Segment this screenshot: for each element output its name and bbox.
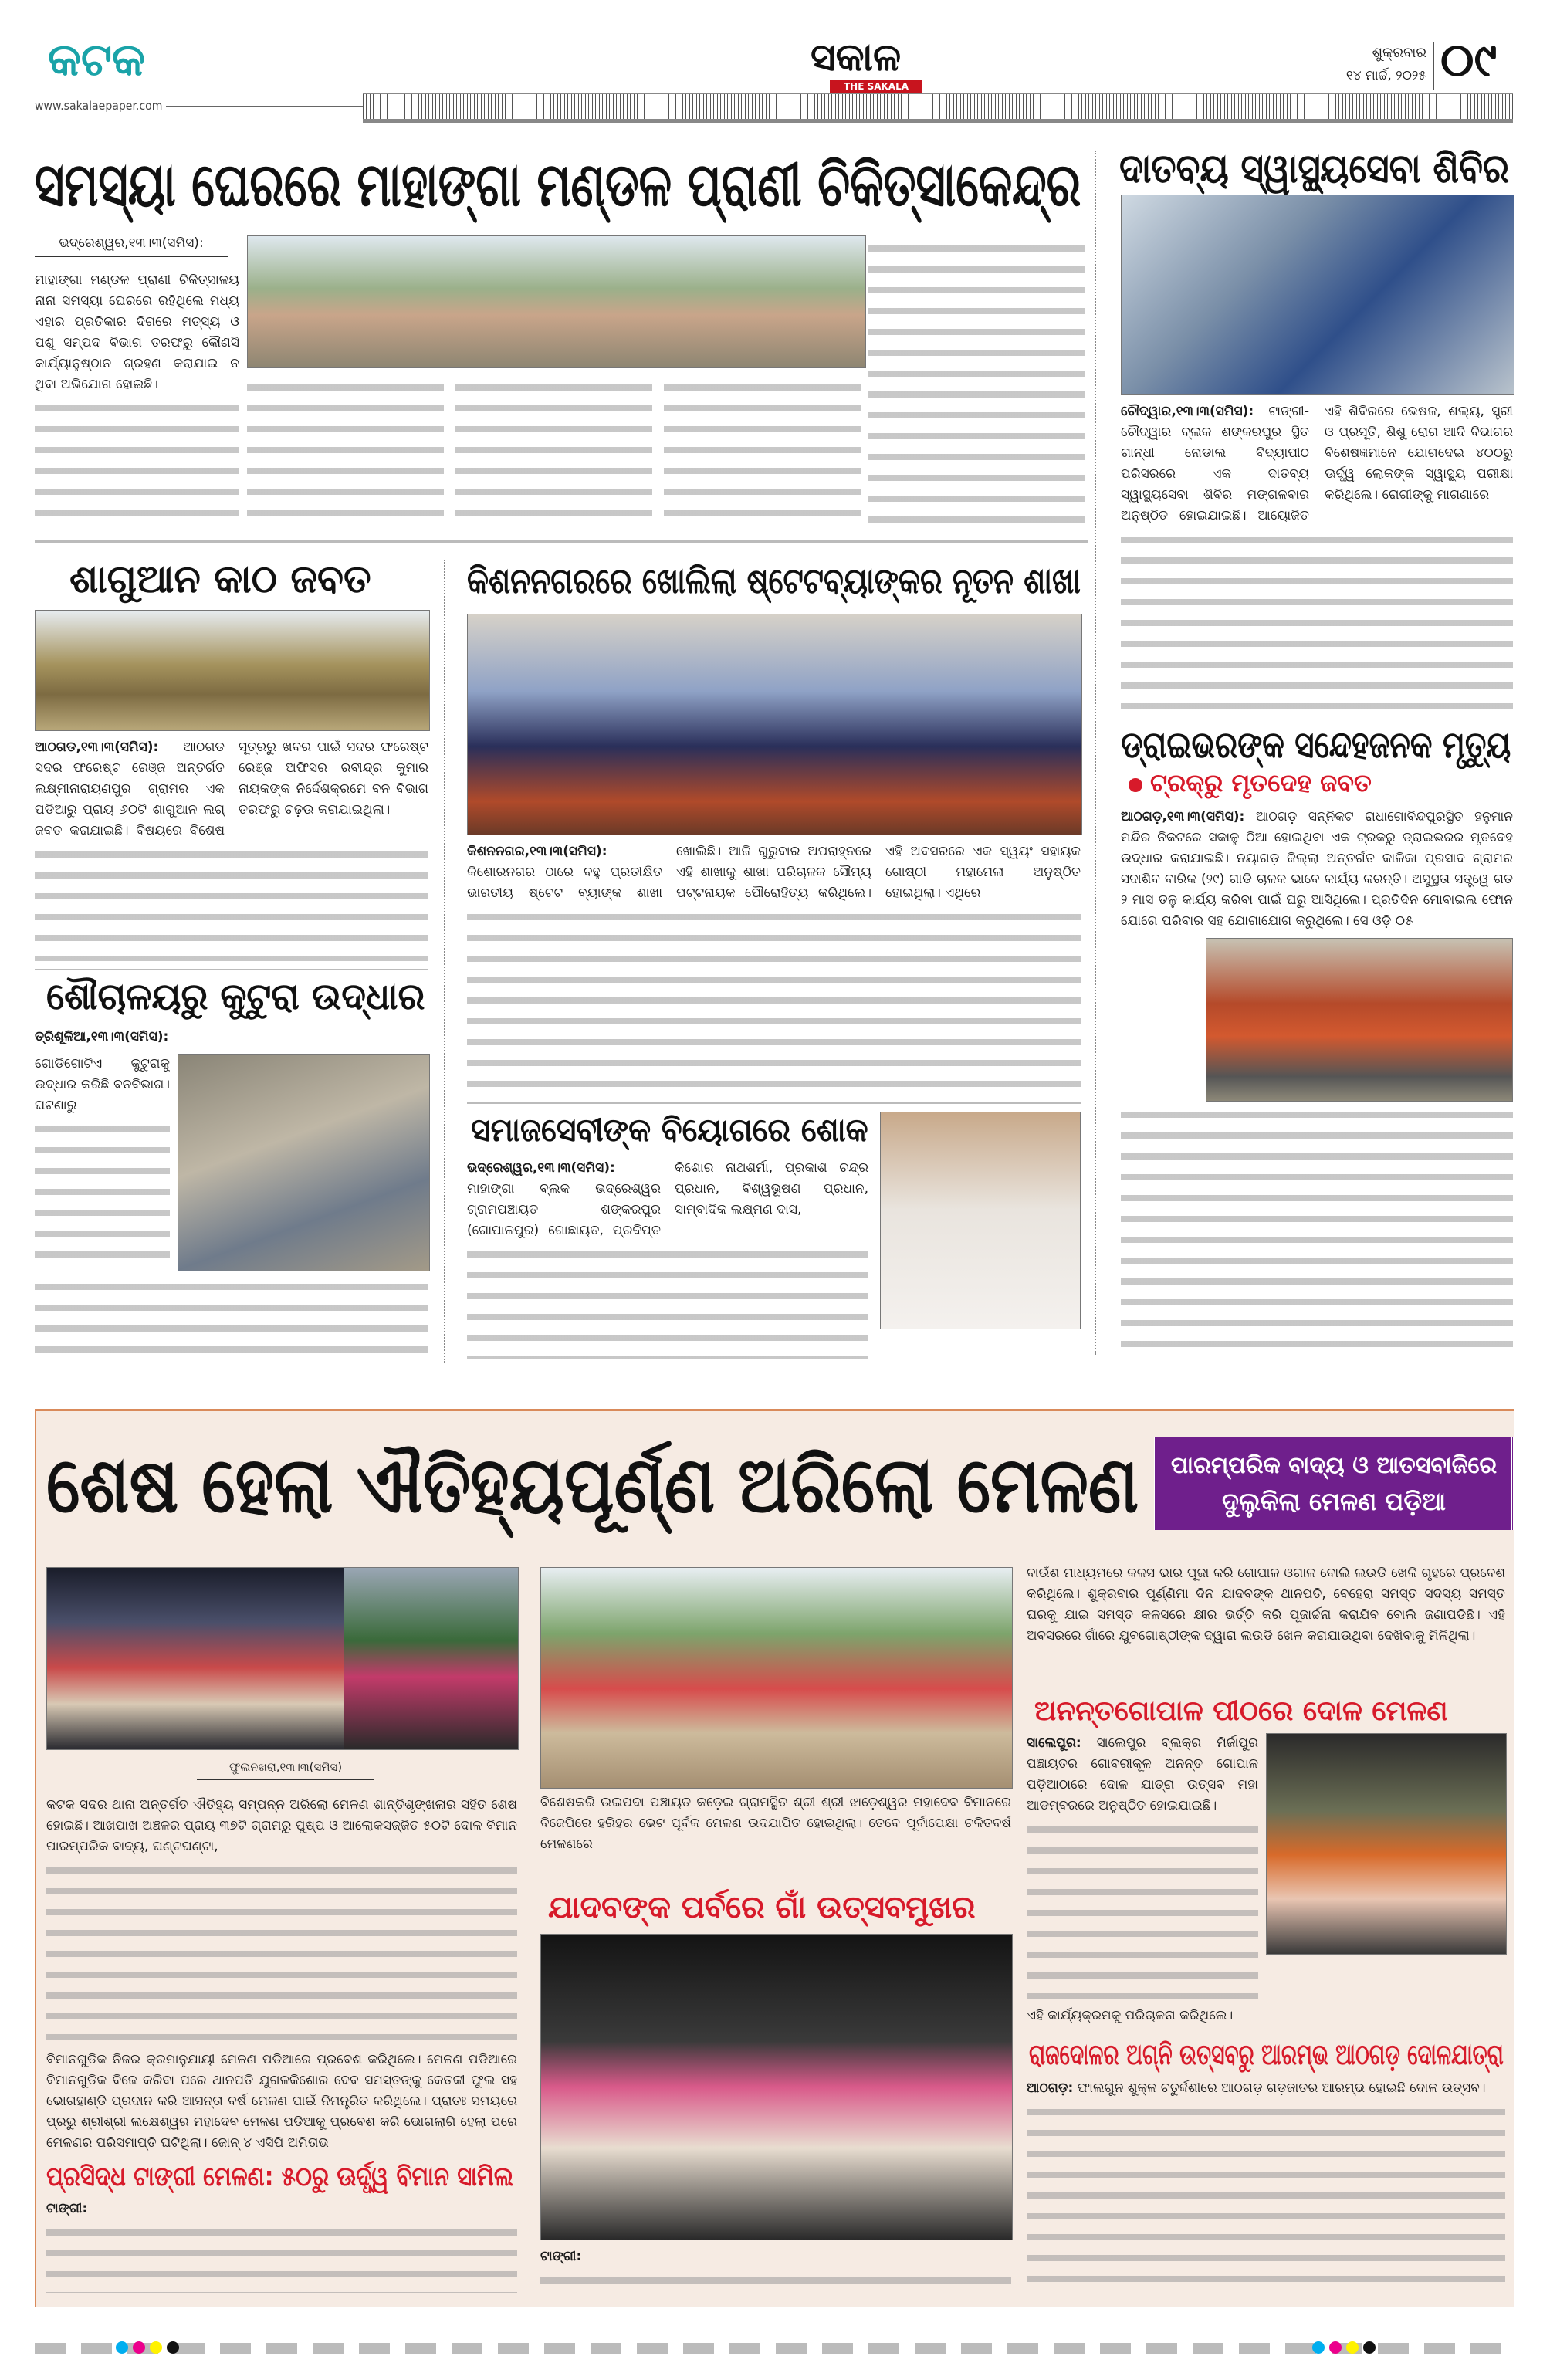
- text-filler: [35, 1277, 428, 1359]
- vet-column-2: [247, 374, 444, 525]
- dateline-dog: ତ୍ରିଶୂଳିଆ,୧୩।୩(ସମିସ):: [35, 1029, 169, 1044]
- teak-body: ଆଠଗଡ ସଦର ଫରେଷ୍ଟ ରେଞ୍ଜ ଅନ୍ତର୍ଗତ ଲକ୍ଷ୍ମୀନାରାୟଣପୁର ଗ୍ରାମର ଏକ ପଡିଆରୁ ପ୍ରାୟ ୬୦ଟି ଶାଗୁଆନ ଲଗ୍ ଜବତ କରାଯାଇଛି। ବିଷୟରେ ବିଶେଷ ସୂତ୍ରରୁ ଖବର ପାଇଁ ସଦର ଫରେଷ୍ଟ ରେଞ୍ଜ ଅଫିସର ରବୀନ୍ଦ୍ର କୁମାର ନାୟକଙ୍କ ନିର୍ଦ୍ଦେଶକ୍ରମେ ବନ ବିଭାଗ ତରଫରୁ ଚଢ଼ଉ କରାଯାଇଥିଲା।: [35, 740, 428, 838]
- text-filler: [46, 2223, 517, 2293]
- dateline-teak: ଆଠଗଡ,୧୩।୩(ସମିସ):: [35, 740, 159, 755]
- barcode-strip: [363, 93, 1513, 123]
- headline-sbi: କିଶନନଗରରେ ଖୋଲିଲା ଷ୍ଟେଟବ୍ୟାଙ୍କର ନୂତନ ଶାଖା: [467, 560, 1081, 601]
- photo-melana-grounds: [540, 1567, 1013, 1789]
- headline-dog-rescue: ଶୌଚାଳୟରୁ କୁଟୁରା ଉଦ୍ଧାର: [46, 975, 425, 1018]
- issue-date: ୧୪ ମାର୍ଚ୍ଚ, ୨୦୨୫: [1345, 68, 1426, 83]
- driver-column: [1121, 807, 1513, 1359]
- dateline-anantagopal: ସାଲେପୁର:: [1027, 1735, 1081, 1751]
- headline-health-camp: ଦାତବ୍ୟ ସ୍ୱାସ୍ଥ୍ୟସେବା ଶିବିର: [1119, 146, 1510, 192]
- logo-subtitle: THE SAKALA: [830, 80, 922, 93]
- feature-text-center: [540, 1793, 1011, 1884]
- feature-badge: [1154, 1437, 1514, 1530]
- headline-rajadola: ରାଜଦୋଳର ଅଗ୍ନି ଉତ୍ସବରୁ ଆରମ୍ଭ ଆଠଗଡ଼ ଦୋଳଯାତ୍ରା: [1029, 2037, 1504, 2071]
- text-filler: [35, 1119, 170, 1270]
- photo-yadav-festival: [540, 1934, 1013, 2240]
- vet-column-3: [455, 374, 652, 525]
- dateline-sbi: କିଶନନଗର,୧୩।୩(ସମିସ):: [467, 844, 607, 859]
- cyan-mark-icon: [116, 2341, 128, 2354]
- headline-teak: ଶାଗୁଆନ କାଠ ଜବତ: [69, 557, 371, 601]
- magenta-mark-icon: [133, 2341, 145, 2354]
- headline-anantagopal: ଅନନ୍ତଗୋପାଳ ପୀଠରେ ଦୋଳ ମେଳଣ: [1034, 1695, 1448, 1727]
- text-filler: [664, 377, 861, 525]
- photo-dola-festival: [1266, 1733, 1507, 1955]
- section-divider: [35, 969, 428, 970]
- feature-body: କଟକ ସଦର ଥାନା ଅନ୍ତର୍ଗତ ଐତିହ୍ୟ ସମ୍ପନ୍ନ ଅରିଲୋ ମେଳଣ ଶାନ୍ତିଶୃଙ୍ଖଳାର ସହିତ ଶେଷ ହୋଇଛି। ଆଖପାଖ ଅଞ୍ଚଳର ପ୍ରାୟ ୩୭ଟି ଗ୍ରାମରୁ ପୁଷ୍ପ ଓ ଆଲୋକସଜ୍ଜିତ ୫୦ଟି ଦୋଳ ବିମାନ ପାରମ୍ପରିକ ବାଦ୍ୟ, ଘଣ୍ଟଘଣ୍ଟା,: [46, 1797, 517, 1854]
- badge-line-2: ଦୁଲୁକିଲା ମେଳଣ ପଡ଼ିଆ: [1221, 1487, 1447, 1516]
- yellow-mark-icon: [1346, 2341, 1359, 2354]
- vet-body: ମାହାଙ୍ଗା ମଣ୍ଡଳ ପ୍ରାଣୀ ଚିକିତ୍ସାଳୟ ନାନା ସମସ୍ୟା ଘେରରେ ରହିଥିଲେ ମଧ୍ୟ ଏହାର ପ୍ରତିକାର ଦିଗରେ ମତ୍ସ୍ୟ ଓ ପଶୁ ସମ୍ପଦ ବିଭାଗ ତରଫରୁ କୌଣସି କାର୍ଯ୍ୟାନୁଷ୍ଠାନ ଗ୍ରହଣ କରାଯାଇ ନ ଥିବା ଅଭିଯୋଗ ହୋଇଛି।: [35, 273, 239, 392]
- headline-vet: ସମସ୍ୟା ଘେରରେ ମାହାଙ୍ଗା ମଣ୍ଡଳ ପ୍ରାଣୀ ଚିକିତ୍ସାକେନ୍ଦ୍ର: [35, 151, 1081, 220]
- text-filler: [1027, 2102, 1505, 2293]
- page-number: ୦୯: [1440, 33, 1498, 87]
- anantagopal-closing: ଏହି କାର୍ଯ୍ୟକ୍ରମକୁ ପରିଚାଳନା କରିଥିଲେ।: [1027, 2008, 1234, 2023]
- newspaper-logo: ସକାଳ: [811, 35, 902, 80]
- dateline-driver: ଆଠଗଡ଼,୧୩।୩(ସମିସ):: [1121, 809, 1245, 824]
- text-filler: [455, 377, 652, 525]
- section-divider: [35, 540, 1088, 543]
- feature-text-left: [46, 1795, 517, 2154]
- black-mark-icon: [167, 2341, 179, 2354]
- feature-right-body: ବାଉଁଶ ମାଧ୍ୟମରେ କଳସ ଭାର ପୂଜା କରି ଗୋପାଳ ଓଗାଳ ବୋଲି ଲଉଡି ଖେଳି ଗୃହରେ ପ୍ରବେଶ କରିଥିଲେ। ଶୁକ୍ରବାର ପୂର୍ଣ୍ଣିମା ଦିନ ଯାଦବଙ୍କ ଥାନପତି, ବେହେରା ସମସ୍ତ ସଦସ୍ୟ ସମସ୍ତ ଘରକୁ ଯାଇ ସମସ୍ତ କଳସରେ କ୍ଷୀର ଭର୍ତ୍ତି କରି ପୂଜାର୍ଚ୍ଚନା କରାଯିବ ବୋଲି ଜଣାପଡିଛି। ଏହି ଅବସରରେ ଗାଁରେ ଯୁବଗୋଷ୍ଠୀଙ୍କ ଦ୍ୱାରା ଲଉଡି ଖେଳ କରାଯାଉଥିବା ଦେଖିବାକୁ ମିଳିଥିଲା।: [1027, 1566, 1505, 1644]
- tangi-text: [46, 2199, 517, 2293]
- dateline-tangi: ଟାଙ୍ଗୀ:: [46, 2201, 88, 2216]
- black-mark-icon: [1363, 2341, 1376, 2354]
- anantagopal-text: [1027, 1733, 1258, 2026]
- vet-column-4: [664, 374, 861, 525]
- cyan-mark-icon: [1312, 2341, 1325, 2354]
- text-filler: [247, 377, 444, 525]
- dateline-yadav: ଟାଙ୍ଗୀ:: [540, 2249, 582, 2264]
- section-divider: [467, 1102, 1081, 1104]
- text-filler: [46, 1860, 517, 2050]
- dateline-feature: ଫୁଲନଖରା,୧୩।୩(ସମିସ): [197, 1760, 374, 1780]
- dog-dateline-row: [35, 1027, 428, 1050]
- photo-health-camp: [1121, 195, 1514, 395]
- dateline-rajadola: ଆଠଗଡ଼:: [1027, 2080, 1074, 2096]
- headline-obituary: ସମାଜସେବୀଙ୍କ ବିୟୋଗରେ ଶୋକ: [471, 1111, 868, 1149]
- photo-sbi-inauguration: [467, 614, 1082, 835]
- sbi-text: [467, 841, 1081, 1096]
- feature-body-2: ବିମାନଗୁଡିକ ନିଜର କ୍ରମାନୁଯାୟୀ ମେଳଣ ପଡିଆରେ ପ୍ରବେଶ କରିଥିଲେ। ମେଳଣ ପଡିଆରେ ବିମାନଗୁଡିକ ବିଜେ କରିବା ପରେ ଥାନପତି ଯୁଗଳକିଶୋର ଦେବ ସମସ୍ତଙ୍କୁ କେତକୀ ଫୁଲ ସହ ଭୋଗହାଣ୍ଡି ପ୍ରଦାନ କରି ଆସନ୍ତା ବର୍ଷ ମେଳଣ ପାଇଁ ନିମନ୍ତ୍ରିତ କରିଥିଲେ। ପ୍ରାତଃ ସମୟରେ ପ୍ରଭୁ ଶ୍ରୀଶ୍ରୀ ଲକ୍ଷେଶ୍ୱର ମହାଦେବ ମେଳଣ ପଡିଆକୁ ପ୍ରବେଶ କରି ଭୋଗଲାଗି ହେଲା ପରେ ମେଳଣର ପରିସମାପ୍ତି ଘଟିଥିଲା। ଜୋନ୍ ୪ ଏସିପି ଅମିତାଭ: [46, 2052, 517, 2151]
- issue-day: ଶୁକ୍ରବାର: [1372, 45, 1426, 61]
- feature-center-body: ବିଶେଷକରି ଉଇପଦା ପଞ୍ଚାୟତ କଡ଼େଇ ଗ୍ରାମସ୍ଥିତ ଶ୍ରୀ ଶ୍ରୀ ଝାଡ଼େଶ୍ୱର ମହାଦେବ ବିମାନରେ ବିଜେପିରେ ହରିହର ଭେଟ ପୂର୍ବକ ମେଳଣ ଉଦଯାପିତ ହୋଇଥିଲା। ତେବେ ପୂର୍ବାପେକ୍ଷା ଚଳିତବର୍ଷ ମେଳଣରେ: [540, 1795, 1011, 1852]
- feature-text-right: [1027, 1563, 1505, 1693]
- column-divider: [1095, 151, 1096, 1355]
- masthead-rule: [166, 106, 363, 107]
- headline-driver-death: ଡ୍ରାଇଭରଙ୍କ ସନ୍ଦେହଜନକ ମୃତ୍ୟୁ: [1121, 723, 1511, 767]
- photo-social-worker-portrait: [880, 1112, 1081, 1329]
- health-camp-text: [1121, 401, 1513, 714]
- rajadola-text: [1027, 2078, 1505, 2293]
- photo-melana-crowd: [46, 1567, 345, 1750]
- bullet-icon: [1129, 778, 1142, 792]
- dog-text-bottom: [35, 1274, 428, 1359]
- text-filler: [467, 907, 1081, 1096]
- dog-body: ଗୋଡିଗୋଟିଏ କୁଟୁରାକୁ ଉଦ୍ଧାର କରିଛି ବନବିଭାଗ। ଘଟଣାରୁ: [35, 1056, 170, 1113]
- headline-yadav: ଯାଦବଙ୍କ ପର୍ବରେ ଗାଁ ଉତ୍ସବମୁଖର: [548, 1890, 976, 1925]
- vet-column-5: [868, 235, 1085, 525]
- driver-body: ଆଠଗଡ଼ ସନ୍ନିକଟ ରାଧାଗୋବିନ୍ଦପୁରସ୍ଥିତ ହନୁମାନ ମନ୍ଦିର ନିକଟରେ ସକାଳୁ ଠିଆ ହୋଇଥିବା ଏକ ଟ୍ରକରୁ ଡ୍ରାଇଭରର ମୃତଦେହ ଉଦ୍ଧାର କରାଯାଇଛି। ନୟାଗଡ଼ ଜିଲ୍ଲା ଅନ୍ତର୍ଗତ କାଳିକା ପ୍ରସାଦ ଗ୍ରାମର ସଦାଶିବ ବାରିକ (୨୯) ଗାଡି ଚାଳକ ଭାବେ କାର୍ଯ୍ୟ କରନ୍ତି। ଅସୁସ୍ଥତା ସତ୍ତ୍ୱେ ଗତ ୨ ମାସ ତଳୁ କାର୍ଯ୍ୟ କରିବା ପାଇଁ ଘରୁ ଆସିଥିଲେ। ପ୍ରତିଦିନ ମୋବାଇଲ ଫୋନ ଯୋଗେ ପରିବାର ସହ ଯୋଗାଯୋଗ କରୁଥିଲେ। ସେ ଓଡ଼ି ୦୫: [1121, 809, 1513, 929]
- text-filler: [1027, 1820, 1258, 2006]
- health-camp-body: ଟାଙ୍ଗୀ-ଚୌଦ୍ୱାର ବ୍ଲକ ଶଙ୍କରପୁର ସ୍ଥିତ ଗାନ୍ଧୀ ନୋଡାଲ ବିଦ୍ୟାପୀଠ ପରିସରରେ ଏକ ଦାତବ୍ୟ ସ୍ୱାସ୍ଥ୍ୟସେବା ଶିବିର ମଙ୍ଗଳବାର ଅନୁଷ୍ଠିତ ହୋଇଯାଇଛି। ଆୟୋଜିତ ଏହି ଶିବିରରେ ଭେଷଜ, ଶଲ୍ୟ, ସ୍ତ୍ରୀ ଓ ପ୍ରସୂତି, ଶିଶୁ ରୋଗ ଆଦି ବିଭାଗର ବିଶେଷଜ୍ଞମାନେ ଯୋଗଦେଇ ୪୦୦ରୁ ଊର୍ଦ୍ଧ୍ୱ ଲୋକଙ୍କ ସ୍ୱାସ୍ଥ୍ୟ ପରୀକ୍ଷା କରିଥିଲେ। ରୋଗୀଙ୍କୁ ମାଗଣାରେ: [1121, 404, 1513, 523]
- edition-name: କଟକ: [48, 33, 145, 86]
- text-filler: [1121, 1105, 1513, 1359]
- headline-arilo-melana: ଶେଷ ହେଲା ଐତିହ୍ୟପୂର୍ଣ୍ଣ ଅରିଲୋ ମେଳଣ: [46, 1440, 1139, 1530]
- text-filler: [1121, 530, 1513, 714]
- website-url[interactable]: www.sakalaepaper.com: [35, 99, 163, 113]
- color-marks: [116, 2341, 179, 2354]
- photo-vet-hospital: [247, 235, 866, 368]
- text-filler: [35, 398, 239, 525]
- text-filler: [467, 1244, 868, 1359]
- subhead-driver: ଟ୍ରକ୍‌ରୁ ମୃତଦେହ ଜବତ: [1150, 768, 1372, 797]
- obituary-text: [467, 1158, 868, 1359]
- text-filler: [35, 845, 428, 961]
- headline-tangi: ପ୍ରସିଦ୍ଧ ଟାଙ୍ଗୀ ମେଳଣ: ୫୦ରୁ ଊର୍ଦ୍ଧ୍ୱ ବିମାନ ସାମିଲ: [46, 2162, 514, 2192]
- registration-strip: [35, 2343, 1513, 2354]
- rajadola-body: ଫାଲଗୁନ ଶୁକ୍ଳ ଚତୁର୍ଦ୍ଦଶୀରେ ଆଠଗଡ଼ ଗଡ଼ଜାତର ଆରମ୍ଭ ହୋଇଛି ଦୋଳ ଉତ୍ସବ।: [1077, 2080, 1486, 2096]
- badge-line-1: ପାରମ୍ପରିକ ବାଦ୍ୟ ଓ ଆତସବାଜିରେ: [1170, 1452, 1498, 1479]
- teak-text: [35, 737, 428, 961]
- dateline-vet: ଭଦ୍ରେଶ୍ୱର,୧୩।୩(ସମିସ):: [35, 235, 228, 257]
- photo-dola-vimana: [344, 1567, 519, 1750]
- color-marks-right: [1312, 2341, 1376, 2354]
- text-filler: [540, 2270, 1011, 2293]
- photo-teak-seizure: [35, 610, 430, 731]
- dog-text: [35, 1054, 170, 1270]
- magenta-mark-icon: [1329, 2341, 1342, 2354]
- dateline-health-camp: ଚୌଦ୍ୱାର,୧୩।୩(ସମିସ):: [1121, 404, 1254, 419]
- yadav-text: [540, 2246, 1011, 2293]
- anantagopal-body: ସାଲେପୁର ବ୍ଲକ୍‌ର ମିର୍ଜାପୁର ପଞ୍ଚାୟତର ଗୋବରୀକୂଳ ଅନନ୍ତ ଗୋପାଳ ପଡ଼ିଆଠାରେ ଦୋଳ ଯାତ୍ରା ଉତ୍ସବ ମହା ଆଡମ୍ବରରେ ଅନୁଷ୍ଠିତ ହୋଇଯାଇଛି।: [1027, 1735, 1258, 1813]
- photo-dog-rescue: [178, 1054, 430, 1271]
- text-filler: [868, 239, 1085, 525]
- date-divider: [1433, 42, 1434, 90]
- dateline-obituary: ଭଦ୍ରେଶ୍ୱର,୧୩।୩(ସମିସ):: [467, 1160, 615, 1176]
- obituary-body: ମାହାଙ୍ଗା ବ୍ଲକ ଭଦ୍ରେଶ୍ୱର ଗ୍ରାମପଞ୍ଚାୟତ ଶଙ୍କରପୁର (ଗୋପାଳପୁର) ଗୋଛାୟତ, ପ୍ରଦିପ୍ତ କିଶୋର ନାଥଶର୍ମା, ପ୍ରକାଶ ଚନ୍ଦ୍ର ପ୍ରଧାନ, ବିଶ୍ୱଭୂଷଣ ପ୍ରଧାନ, ସାମ୍ବାଦିକ ଲକ୍ଷ୍ମଣ ଦାସ,: [467, 1160, 868, 1238]
- yellow-mark-icon: [150, 2341, 162, 2354]
- vet-column-1: [35, 270, 239, 525]
- sbi-body: କିଶୋରନଗର ଠାରେ ବହୁ ପ୍ରତୀକ୍ଷିତ ଭାରତୀୟ ଷ୍ଟେଟ ବ୍ୟାଙ୍କ ଶାଖା ଖୋଲିଛି। ଆଜି ଗୁରୁବାର ଅପରାହ୍ନରେ ଏହି ଶାଖାକୁ ଶାଖା ପରିଚାଳକ ସୌମ୍ୟ ପଟ୍ଟନାୟକ ପୌରୋହିତ୍ୟ କରିଥିଲେ। ଏହି ଅବସରରେ ଏକ ସ୍ୱୟଂ ସହାୟକ ଗୋଷ୍ଠୀ ମହାମେଳା ଅନୁଷ୍ଠିତ ହୋଇଥିଲା। ଏଥିରେ: [467, 844, 1081, 901]
- photo-truck: [1206, 938, 1513, 1102]
- column-divider: [444, 560, 445, 1363]
